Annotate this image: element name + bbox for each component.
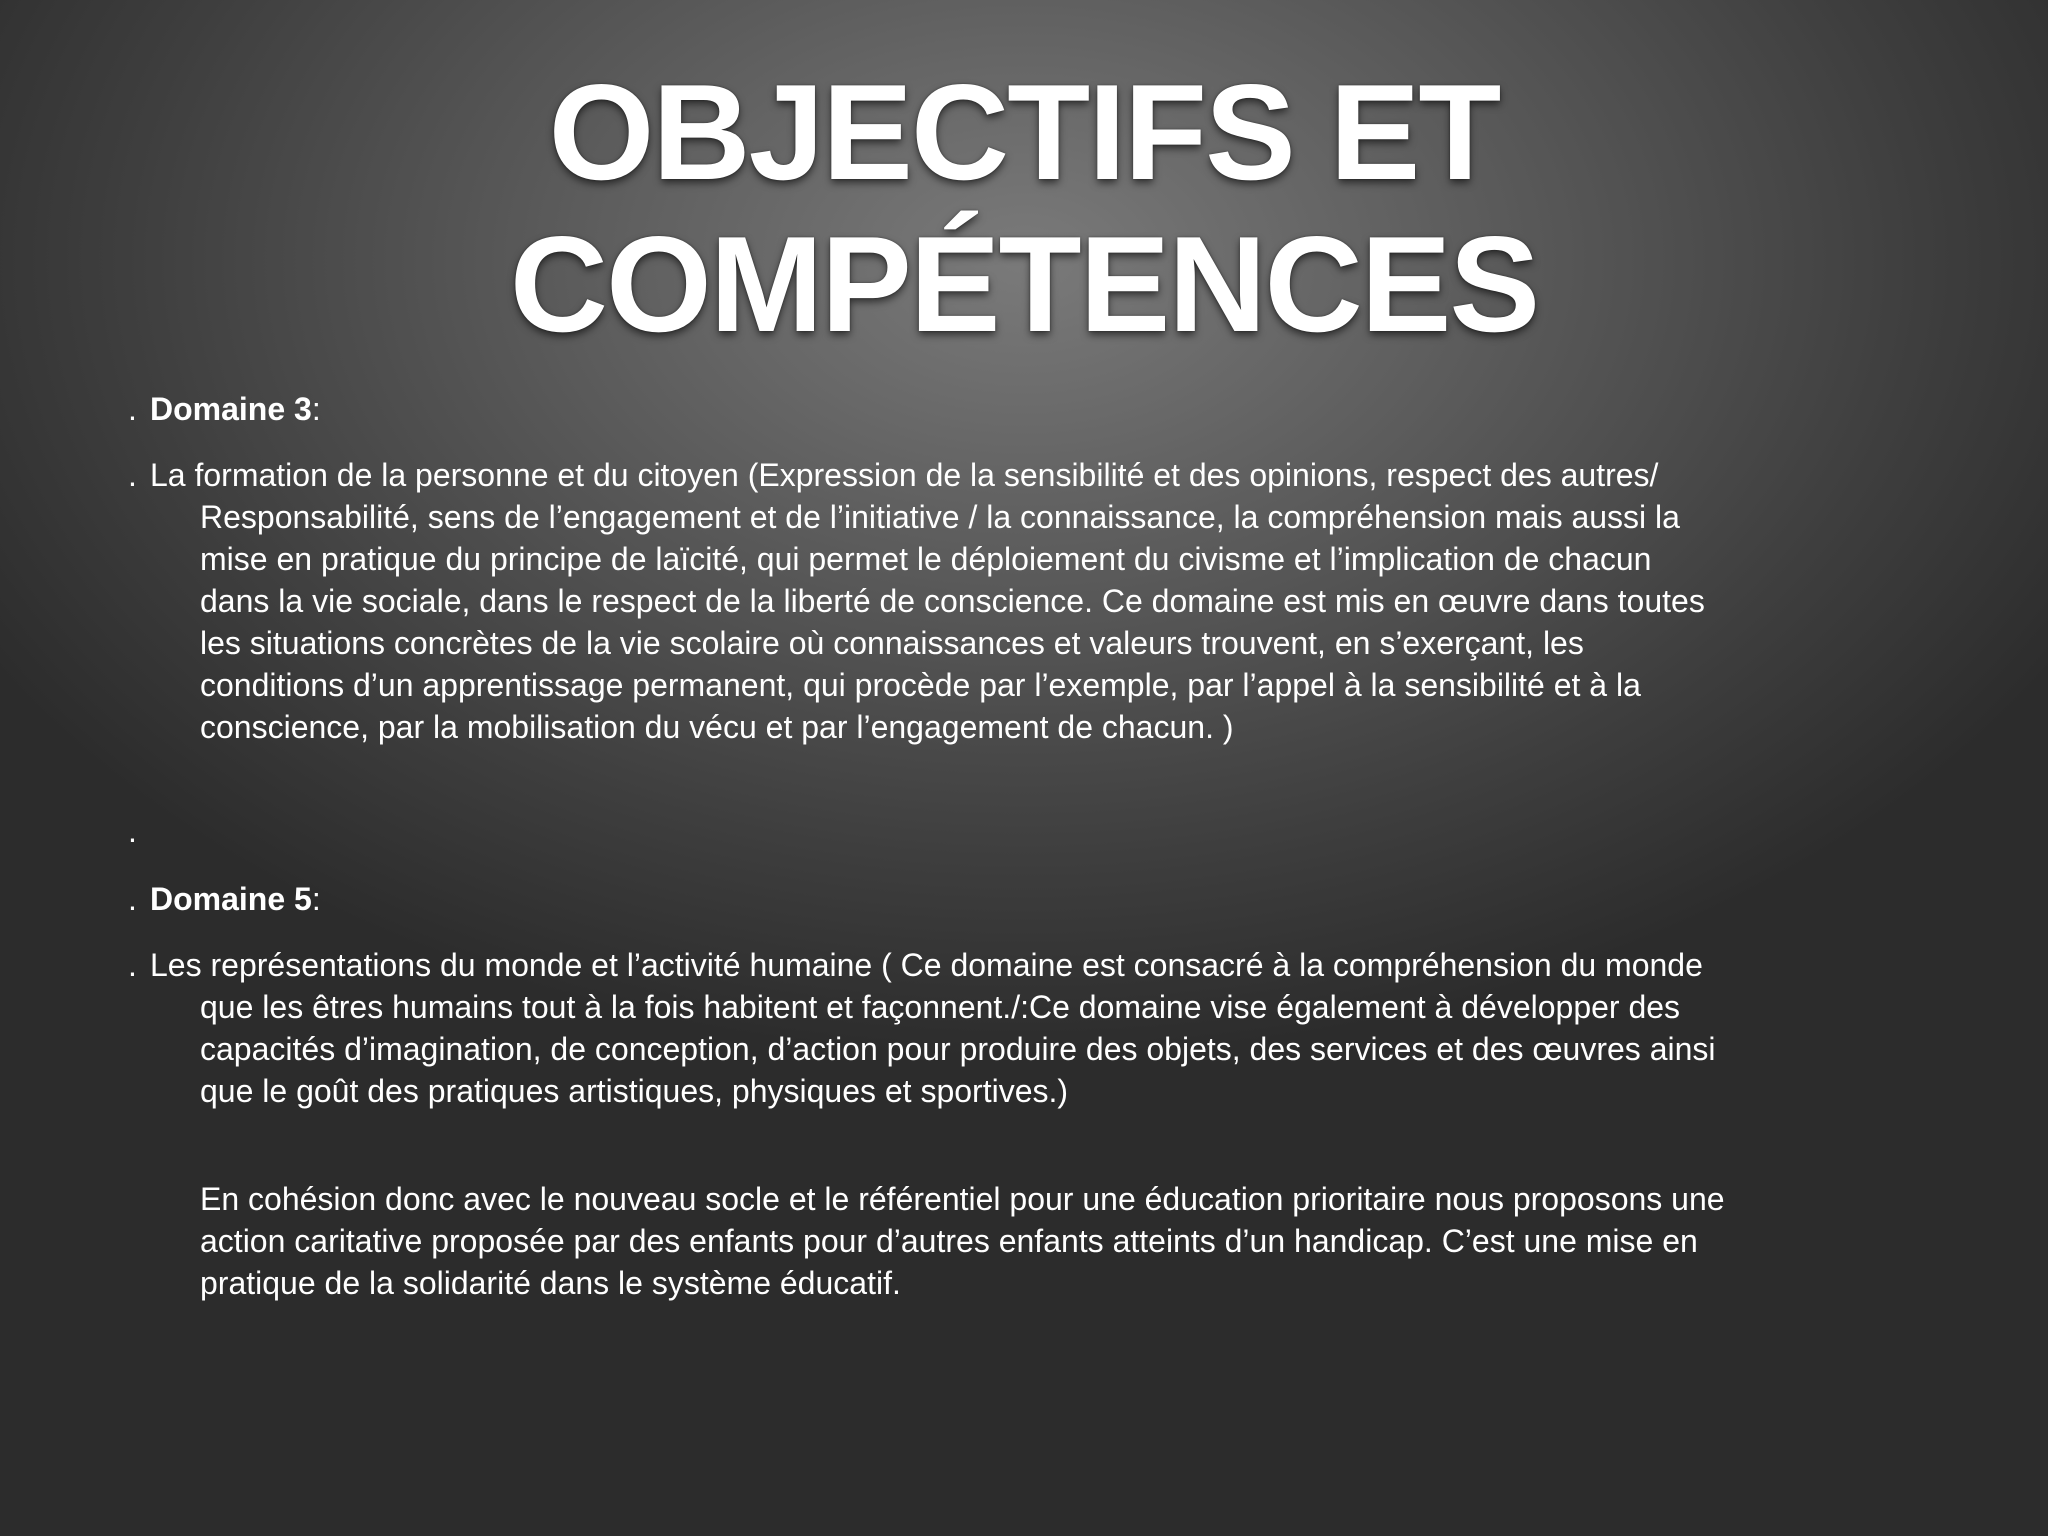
conclusion-line: pratique de la solidarité dans le système éducatif. bbox=[200, 1265, 901, 1301]
domaine-5-heading: Domaine 5 bbox=[150, 881, 312, 917]
bullet-domaine-5-text bbox=[128, 944, 1716, 1112]
domaine-5-line: que les êtres humains tout à la fois habitent et façonnent./:Ce domaine vise également à développer des bbox=[200, 989, 1681, 1025]
bullet-domaine-5-heading bbox=[128, 878, 321, 920]
domaine-3-line: dans la vie sociale, dans le respect de la liberté de conscience. Ce domaine est mis en œuvre dans toutes bbox=[200, 583, 1705, 619]
slide-title bbox=[0, 56, 2048, 360]
bullet-mark: . bbox=[128, 947, 137, 983]
bullet-mark: . bbox=[128, 391, 137, 427]
domaine-3-line: mise en pratique du principe de laïcité, qui permet le déploiement du civisme et l’implication de chacun bbox=[200, 541, 1652, 577]
domaine-5-line: capacités d’imagination, de conception, d’action pour produire des objets, des services et des œuvres ainsi bbox=[200, 1031, 1716, 1067]
conclusion-line: action caritative proposée par des enfants pour d’autres enfants atteints d’un handicap. C’est une mise en bbox=[200, 1223, 1698, 1259]
conclusion-paragraph bbox=[128, 1178, 1725, 1304]
domaine-3-line: Responsabilité, sens de l’engagement et de l’initiative / la connaissance, la compréhension mais aussi la bbox=[200, 499, 1680, 535]
domaine-3-line: les situations concrètes de la vie scolaire où connaissances et valeurs trouvent, en s’exerçant, les bbox=[200, 625, 1584, 661]
bullet-mark: . bbox=[128, 881, 137, 917]
domaine-5-colon: : bbox=[311, 881, 321, 917]
domaine-3-line: conscience, par la mobilisation du vécu et par l’engagement de chacun. ) bbox=[200, 709, 1234, 745]
domaine-3-line: La formation de la personne et du citoyen (Expression de la sensibilité et des opinions, respect des autres/ bbox=[150, 457, 1659, 493]
domaine-5-line: Les représentations du monde et l’activité humaine ( Ce domaine est consacré à la compréhension du monde bbox=[150, 947, 1703, 983]
slide-title-line-1: OBJECTIFS ET bbox=[548, 56, 1500, 208]
bullet-domaine-3-heading bbox=[128, 388, 321, 430]
conclusion-line: En cohésion donc avec le nouveau socle et le référentiel pour une éducation prioritaire nous proposons une bbox=[200, 1181, 1725, 1217]
bullet-mark: . bbox=[128, 457, 137, 493]
domaine-3-line: conditions d’un apprentissage permanent, qui procède par l’exemple, par l’appel à la sensibilité et à la bbox=[200, 667, 1641, 703]
domaine-5-line: que le goût des pratiques artistiques, physiques et sportives.) bbox=[200, 1073, 1069, 1109]
bullet-domaine-3-text bbox=[128, 454, 1705, 748]
domaine-3-colon: : bbox=[311, 391, 321, 427]
bullet-mark: . bbox=[128, 813, 137, 849]
domaine-3-heading: Domaine 3 bbox=[150, 391, 312, 427]
slide-title-line-2: COMPÉTENCES bbox=[509, 208, 1539, 360]
